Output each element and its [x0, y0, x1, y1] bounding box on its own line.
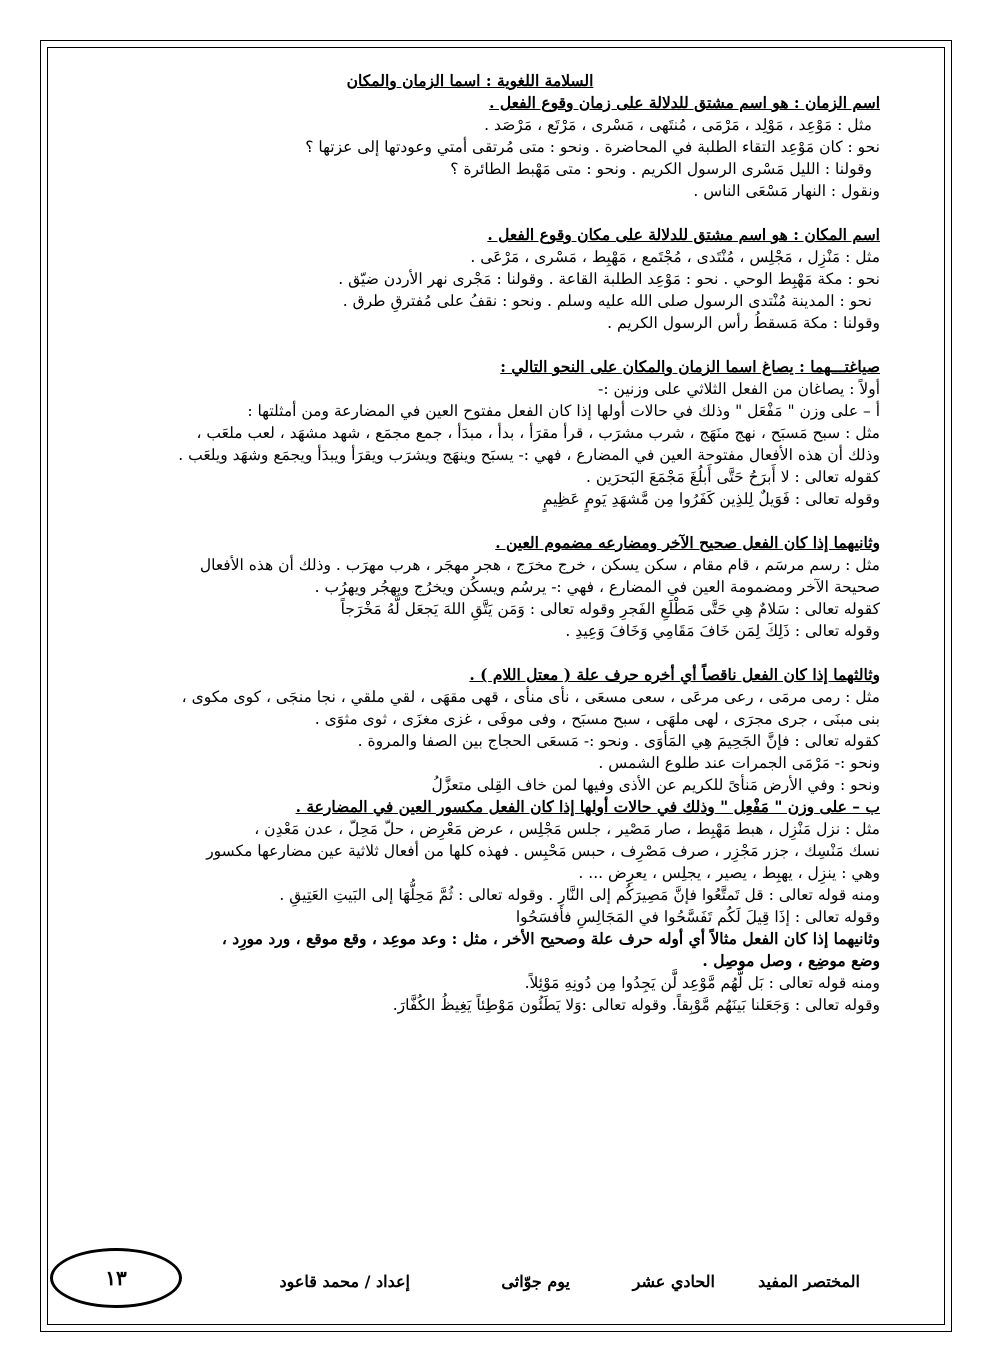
footer-author: إعداد / محمد قاعود	[279, 1272, 410, 1291]
b-heading: ب – على وزن " مَفْعِل " وذلك في حالات أولها إذا كان الفعل مكسور العين في المضارعة .	[295, 797, 880, 816]
b-line: نسك مَنْسِك ، جزر مَجْزِر ، صرف مَصْرِف ، حبس مَحْبِس . فهذه كلها من أفعال ثلاثية عين مضارعها مكسور	[206, 842, 880, 860]
place-line: وقولنا : مكة مَسقطُ رأس الرسول الكريم .	[607, 314, 880, 332]
b-line: وقوله تعالى : إذَا قِيلَ لَكُم تَفَسَّحُوا في المَجَالِسِ فأفسَحُوا	[515, 908, 880, 926]
place-line: نحو : مكة مَهْبِط الوحي . نحو : مَوْعِد الطلبة القاعة . وقولنا : مَجْرى نهر الأردن ضيّق .	[338, 270, 880, 288]
formation-line: مثل : سبح مَسبَح ، نهج منَهَج ، شرب مشرَب ، قرأ مقرَأ ، بدأ ، مبدَأ ، جمع مجمَع ، شهد مشهَد ، لعب ملعَب ،	[196, 424, 880, 442]
footer-phone: يوم جوّاثى	[501, 1272, 570, 1291]
second-heading: وثانيهما إذا كان الفعل صحيح الآخر ومضارعه مضموم العين .	[495, 533, 880, 552]
time-line: مثل : مَوْعِد ، مَوْلِد ، مَرْمَى ، مُنتَهى ، مَسْرى ، مَرْتَع ، مَرْصَد .	[484, 116, 872, 134]
place-line: مثل : مَنْزِل ، مَجْلِس ، مُنْتَدى ، مُجْتَمع ، مَهْبِط ، مَسْرى ، مَرْعَى .	[470, 248, 880, 266]
b-end-line: وقوله تعالى : وَجَعَلنا بَينَهُم مَّوْبِقاً. وقوله تعالى :وَلا يَطَئُون مَوْطِئاً يَغِيظُ الكُفَّارَ.	[392, 996, 880, 1014]
formation-line: أ – على وزن " مَفْعَل " وذلك في حالات أولها إذا كان الفعل مفتوح العين في المضارعة ومن أمثلتها :	[247, 402, 880, 420]
b-line: وهي : ينزِل ، يهبِط ، يصير ، يجلِس ، يعرِض ... .	[578, 864, 880, 882]
footer-subject: المختصر المفيد	[758, 1272, 860, 1291]
formation-line: وذلك أن هذه الأفعال مفتوحة العين في المضارع ، فهي :- يسبَح وينهَج ويشرَب ويقرَأ ويبدَأ ويجمَع وشهَد ويلعَب .	[178, 446, 880, 464]
second-line: صحيحة الآخر ومضمومة العين في المضارع ، فهي :- يرسُم ويسكُن ويخرُج ويهجُر ويهرُب .	[314, 578, 880, 596]
b-line: مثل : نزل مَنْزِل ، هبط مَهْبِط ، صار مَصْير ، جلس مَجْلِس ، عرض مَعْرِض ، حلّ مَحِلّ ، عدن مَعْدِن ،	[254, 820, 880, 838]
formation-heading: صياغتـــهما : يصاغ اسما الزمان والمكان على النحو التالي :	[500, 357, 880, 376]
second-line: مثل : رسم مرسَم ، قام مقام ، سكن يسكن ، خرج مخرَج ، هجر مهجَر ، هرب مهرَب . وذلك أن هذه الأفعال	[199, 556, 880, 574]
b-bold-line: وضع موضِع ، وصل موصِل .	[702, 951, 880, 970]
page-title: السلامة اللغوية : اسما الزمان والمكان	[346, 71, 594, 90]
third-line: ونحو :- مَرْمَى الجمرات عند طلوع الشمس .	[598, 754, 880, 772]
third-heading: وثالثهما إذا كان الفعل ناقصاً أي أخره حرف علة ( معتل اللام ) .	[469, 665, 880, 684]
b-end-line: ومنه قوله تعالى : بَل لَّهُم مَّوْعِد لَّن يَجِدُوا مِن دُونِهِ مَوْئِلاً.	[524, 974, 880, 992]
formation-line: كقوله تعالى : لا أَبرَحُ حَتَّى أَبلُغَ مَجْمَعَ البَحرَين .	[585, 468, 880, 486]
third-line: كقوله تعالى : فإنَّ الجَحِيمَ هِي المَأوَى . ونحو :- مَسعَى الحجاج بين الصفا والمروة .	[357, 732, 880, 750]
b-bold-line: وثانيهما إذا كان الفعل مثالاً أي أوله حرف علة وصحيح الأخر ، مثل : وعد موعِد ، وقع موقع ، ورد مورِد ،	[221, 929, 880, 948]
third-line: مثل : رمى مرمَى ، رعى مرعَى ، سعى مسعَى ، نأى منأى ، قهى مقهَى ، لقي ملقي ، نجا منجَى ، كوى مكوى ،	[181, 688, 880, 706]
document-body	[60, 70, 880, 1016]
second-line: وقوله تعالى : ذَلِكَ لِمَن خَافَ مَقَامِي وَخَافَ وَعِيدِ .	[565, 622, 880, 640]
footer-grade: الحادي عشر	[632, 1272, 715, 1291]
time-line: نحو : كان مَوْعِد التقاء الطلبة في المحاضرة . ونحو : متى مُرتقى أمتي وعودتها إلى عزتها ؟	[305, 138, 880, 156]
time-heading: اسم الزمان : هو اسم مشتق للدلالة على زمان وقوع الفعل .	[489, 93, 880, 112]
page-number: ١٣	[50, 1248, 182, 1308]
formation-line: أولاً : يصاغان من الفعل الثلاثي على وزنين :-	[598, 380, 880, 398]
second-line: كقوله تعالى : سَلامٌ هِي حَتَّى مَطْلَعِ الفَجرِ وقوله تعالى : وَمَن يَتَّقِ اللهَ يَجعَل لَّهُ مَخْرَجاً	[340, 600, 880, 618]
place-line: نحو : المدينة مُنْتدى الرسول صلى الله عليه وسلم . ونحو : نقفُ على مُفترقِ طرق .	[342, 292, 872, 310]
time-line: ونقول : النهار مَسْعَى الناس .	[693, 182, 880, 200]
place-heading: اسم المكان : هو اسم مشتق للدلالة على مكان وقوع الفعل .	[487, 225, 880, 244]
b-line: ومنه قوله تعالى : قل تَمتَّعُوا فإنَّ مَصِيرَكُم إلى النَّارِ . وقوله تعالى : ثُمَّ مَحِلُّهَا إلى البَيتِ العَتِيقِ .	[279, 886, 880, 904]
time-line: وقولنا : الليل مَسْرى الرسول الكريم . ونحو : متى مَهْبط الطائرة ؟	[450, 160, 872, 178]
third-line: بنى مبنَى ، جرى مجرَى ، لهى ملهَى ، سبح مسبَح ، وفى موفَى ، غزى مغزَى ، ثوى مثوَى .	[314, 710, 880, 728]
third-line: ونحو : وفي الأرض مَنأىً للكريم عن الأذى وفيها لمن خاف القِلى متعزَّلُ	[431, 776, 880, 794]
formation-line: وقوله تعالى : فَوَيلٌ لِلذِين كَفَرُوا مِن مَّشهَدِ يَومٍ عَظِيمٍ	[542, 490, 880, 508]
